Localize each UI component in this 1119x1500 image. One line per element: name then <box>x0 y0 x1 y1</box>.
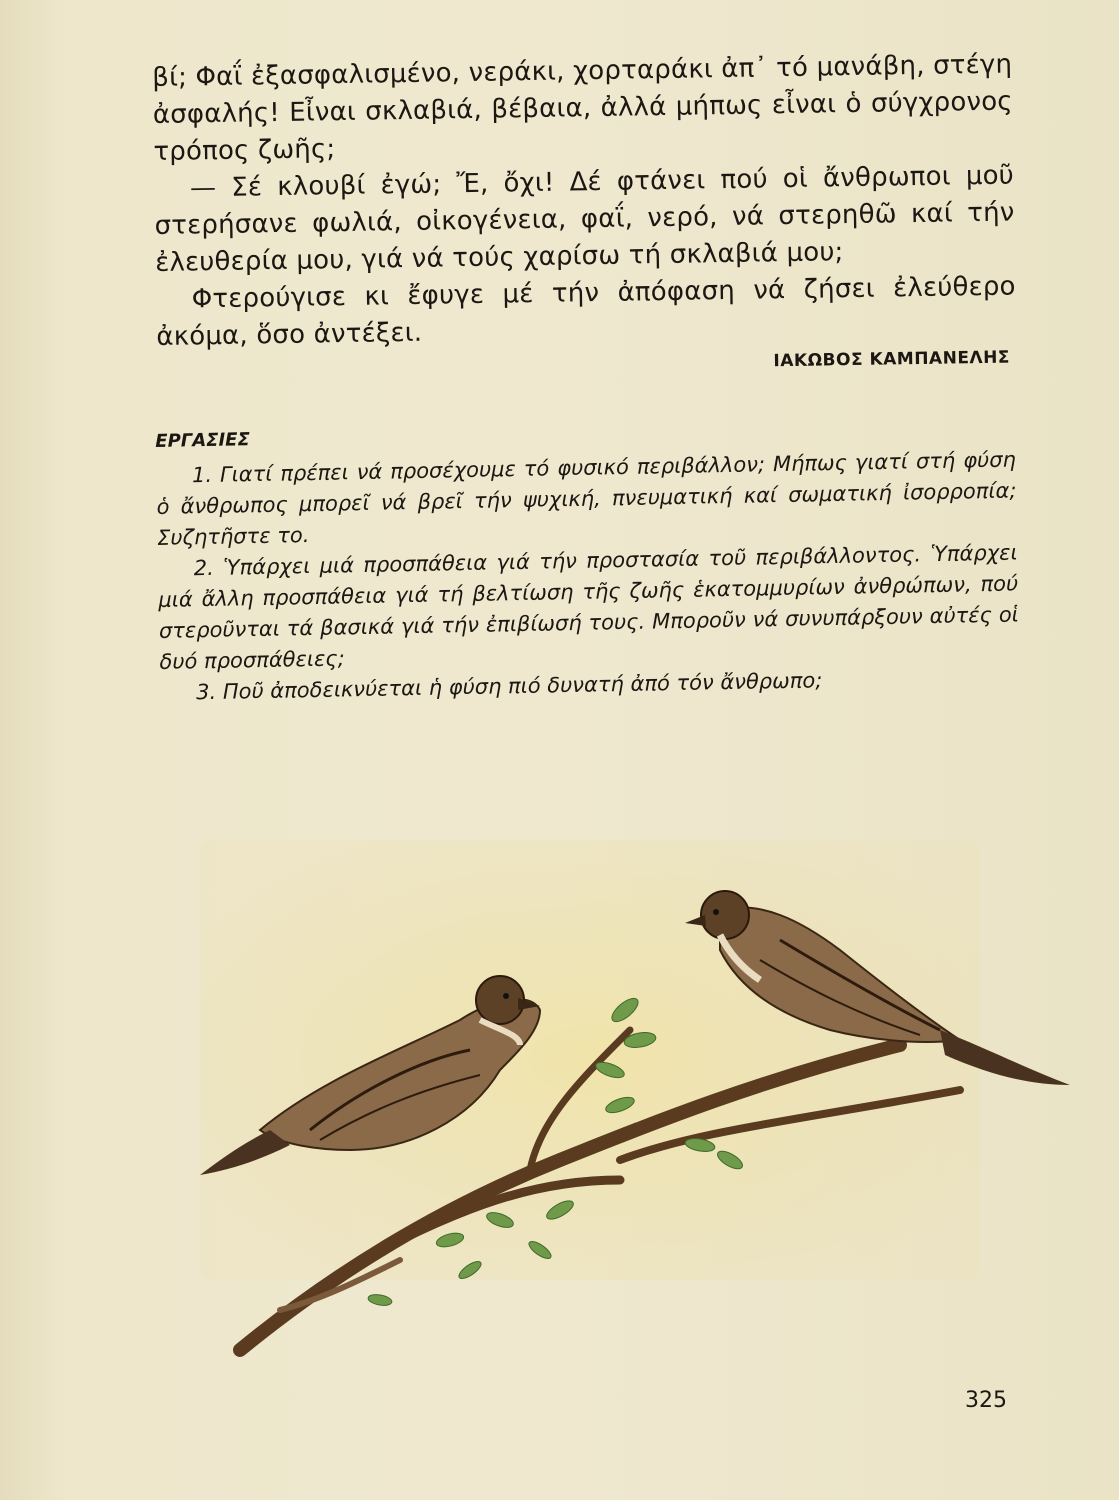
exercises-section <box>155 409 1020 708</box>
sparrows-illustration <box>200 830 1080 1390</box>
exercise-item: 3. Ποῦ ἀποδεικνύεται ἡ φύση πιό δυνατή ἀπό τόν ἄνθρωπο; <box>195 668 823 705</box>
exercises-heading: ΕΡΓΑΣΙΕΣ <box>155 429 250 452</box>
exercise-item: 2. Ὑπάρχει μιά προσπάθεια γιά τήν προστασία τοῦ περιβάλλοντος. Ὑπάρχει μιά ἄλλη προσπάθεια γιά τή βελτίωση τῆς ζωῆς ἑκατομμυρίων ἀνθρώπων, πού στεροῦνται τά βασικά γιά τήν ἐπιβίωσή τους. Μποροῦν νά συνυπάρξουν αὐτές οἱ δυό προσπάθειες; <box>158 540 1020 674</box>
paragraph: — Σέ κλουβί ἐγώ; Ἔ, ὄχι! Δέ φτάνει πού οἱ ἄνθρωποι μοῦ στερήσανε φωλιά, οἰκογένεια, φαΐ, νερό, νά στερηθῶ καί τήν ἐλευθερία μου, γιά νά τούς χαρίσω τή σκλαβιά μου; <box>154 160 1015 278</box>
paragraph: Φτερούγισε κι ἔφυγε μέ τήν ἀπόφαση νά ζήσει ἐλεύθερο ἀκόμα, ὅσο ἀντέξει. <box>156 271 1016 352</box>
story-text <box>152 46 1017 355</box>
exercise-item: 1. Γιατί πρέπει νά προσέχουμε τό φυσικό περιβάλλον; Μήπως γιατί στή φύση ὁ ἄνθρωπος μπορεῖ νά βρεῖ τήν ψυχική, πνευματική καί σωματική ἰσορροπία; Συζητῆστε το. <box>156 447 1017 550</box>
page-number: 325 <box>965 1388 1007 1413</box>
paragraph: βί; Φαΐ ἐξασφαλισμένο, νεράκι, χορταράκι ἀπ᾽ τό μανάβη, στέγη ἀσφαλής! Εἶναι σκλαβιά, βέβαια, ἀλλά μήπως εἶναι ὁ σύγχρονος τρόπος ζωῆς; <box>152 49 1013 167</box>
author-name: ΙΑΚΩΒΟΣ ΚΑΜΠΑΝΕΛΗΣ <box>773 347 1011 372</box>
